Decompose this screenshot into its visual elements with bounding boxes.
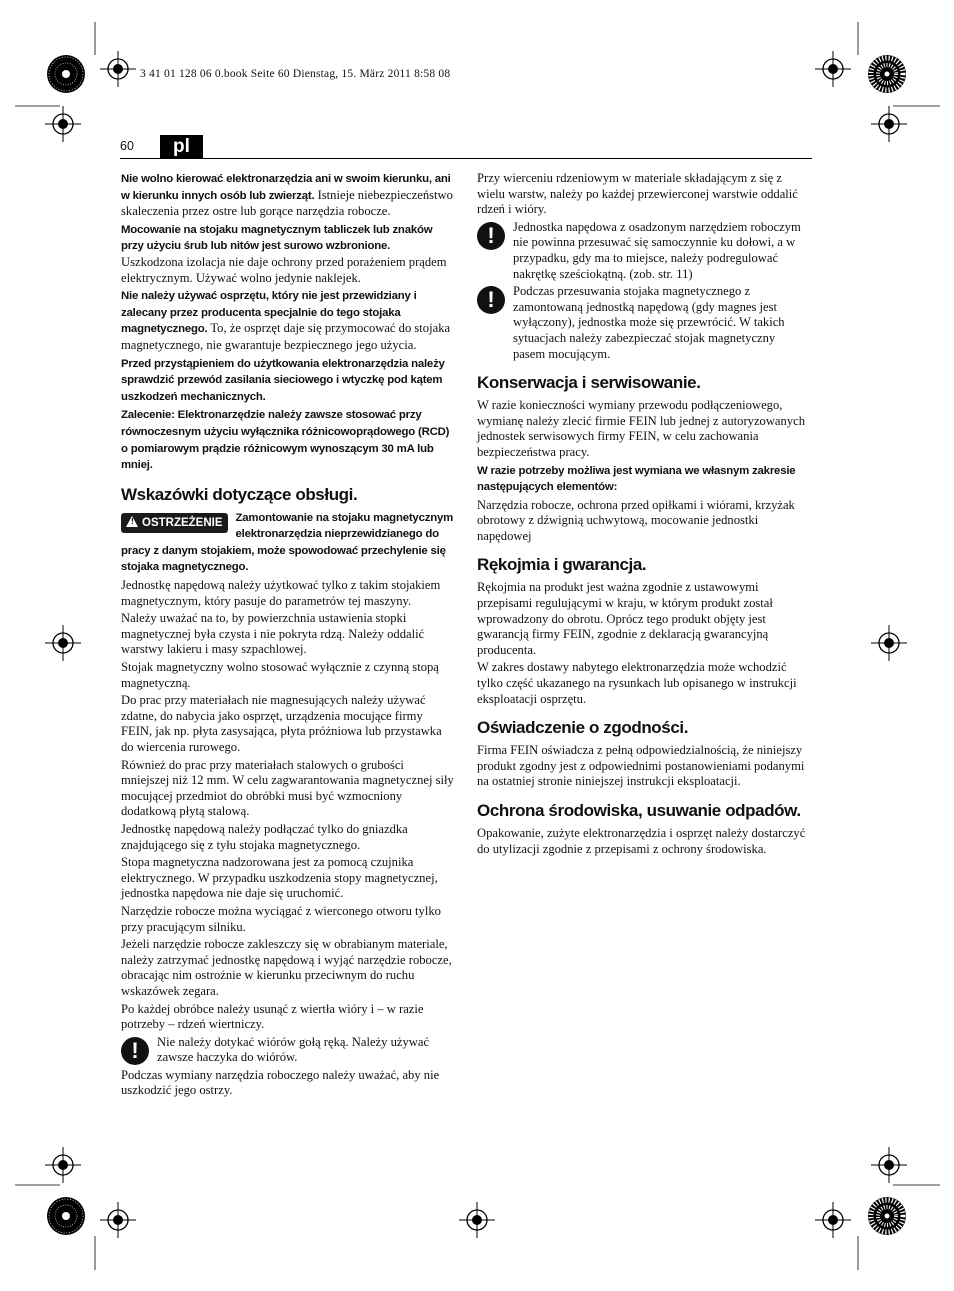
left-column (121, 171, 454, 1101)
note-text: Jednostka napędowa z osadzonym narzędziem roboczym nie powinna przesuwać się samoczynnie ku dołowi, a w przypadku, gdy ma to miejsce, należy podregulować nakrętkę sześciokątną. (zob. str. 11) (513, 219, 801, 281)
paragraph: Rękojmia na produkt jest ważna zgodnie z ustawowymi przepisami regulującymi w kraju, w którym produkt został wprowadzony do obrotu. Oprócz tego produkt objęty jest gwarancją firmy FEIN, zgodnie z deklaracją gwarancyjną producenta. (477, 580, 773, 657)
heading-service: Konserwacja i serwisowanie. (477, 373, 701, 393)
note-text: Podczas przesuwania stojaka magnetycznego z zamontowaną jednostką napędową (gdy magnes jest wyłączony), jednostka może się przewrócić. W takich sytuacjach należy zabezpieczać stojak magnetyczny pasem mocującym. (513, 284, 785, 361)
note-text: Nie należy dotykać wiórów gołą ręką. Należy używać zawsze haczyka do wiórów. (157, 1034, 430, 1065)
paragraph: Firma FEIN oświadcza z pełną odpowiedzialnością, że niniejszy produkt zgodny jest z odpowiednimi postanowieniami podanymi na ostatniej stronie niniejszej instrukcji eksploatacji. (477, 743, 805, 789)
paragraph: Po każdej obróbce należy usunąć z wiertła wióry i – w razie potrzeby – rdzeń wiertniczy. (121, 1001, 424, 1032)
paragraph (121, 222, 454, 286)
heading-warranty: Rękojmia i gwarancja. (477, 555, 647, 575)
exclamation-icon: ! (477, 222, 505, 250)
heading-operation: Wskazówki dotyczące obsługi. (121, 484, 358, 504)
exclamation-icon: ! (121, 1037, 149, 1065)
paragraph (121, 288, 454, 353)
paragraph (121, 356, 454, 406)
paragraph: Jednostkę napędową należy użytkować tylko z takim stojakiem magnetycznym, który pasuje do parametrów tej maszyny. (121, 578, 441, 608)
paragraph: Przy wierceniu rdzeniowym w materiale składającym z się z wielu warstw, należy po każdej przewierconej warstwie oddalić rdzeń i wióry. (477, 171, 798, 217)
page-number: 60 (120, 139, 134, 153)
paragraph (121, 171, 454, 220)
text: Uszkodzona izolacja nie daje ochrony przed porażeniem prądem elektrycznym. Używać wolno jedynie naklejek. (121, 254, 447, 285)
paragraph: W zakres dostawy nabytego elektronarzędzia może wchodzić tylko część ukazanego na rysunkach lub opisanego w instrukcji eksploatacji osprzętu. (477, 660, 797, 706)
header-rule (120, 158, 812, 159)
text: Istnieje niebezpieczeństwo skaleczenia przez ostre lub gorące narzędzia robocze. (121, 187, 453, 219)
paragraph: Należy uważać na to, by powierzchnia ustawienia stopki magnetycznej była czysta i nie pokryta rdzą. Należy oddalić warstwy lakieru i masy szpachlowej. (121, 611, 425, 657)
paragraph: Opakowanie, zużyte elektronarzędzia i osprzęt należy dostarczyć do utylizacji zgodnie z przepisami z ochrony środowiska. (477, 826, 806, 856)
language-tab: pl (160, 135, 203, 158)
text: To, że osprzęt daje się przymocować do stojaka magnetycznego, nie gwarantuje bezpiecznego jego użycia. (121, 321, 451, 352)
bold-text: W razie potrzeby możliwa jest wymiana we własnym zakresie następujących elementów: (477, 464, 796, 494)
right-column (477, 171, 810, 859)
warning-triangle-icon: ! (126, 516, 138, 527)
bold-text: Mocowanie na stojaku magnetycznym tabliczek lub znaków przy użyciu śrub lub nitów jest surowo wzbronione. (121, 223, 433, 253)
caution-note (477, 284, 810, 362)
caution-note (121, 1035, 454, 1066)
paragraph: Podczas wymiany narzędzia roboczego należy uważać, aby nie uszkodzić jego ostrzy. (121, 1067, 440, 1098)
bold-text: Zalecenie: Elektronarzędzie należy zawsze stosować przy równoczesnym użyciu wyłącznika różnicowoprądowego (RCD) o pomiarowym prądzie różnicowym wynoszącym 30 mA lub mniej. (121, 409, 450, 472)
paragraph (121, 407, 454, 473)
paragraph: Stojak magnetyczny wolno stosować wyłącznie z czynną stopą magnetyczną. (121, 660, 439, 690)
warning-text: Zamontowanie na stojaku magnetycznym elektronarzędzia nieprzewidzianego do pracy z danym stojakiem, może spowodować przechylenie się stojaka magnetycznego. (121, 511, 454, 574)
warning-label: OSTRZEŻENIE (142, 516, 223, 529)
paragraph: Jeżeli narzędzie robocze zakleszczy się w obrabianym materiale, należy zatrzymać jednostkę napędową i wyjąć narzędzie robocze, obracając nim ostrożnie w kierunku przeciwnym do ruchu wskazówek zegara. (121, 937, 452, 998)
print-slug: 3 41 01 128 06 0.book Seite 60 Dienstag, 15. März 2011 8:58 08 (140, 68, 451, 80)
warning-block (121, 510, 454, 576)
paragraph: Stopa magnetyczna nadzorowana jest za pomocą czujnika elektrycznego. W przypadku uszkodzenia stopy magnetycznej, jednostka napędowa nie daje się uruchomić. (121, 855, 438, 901)
exclamation-icon: ! (477, 286, 505, 314)
paragraph (477, 463, 810, 496)
warning-badge (121, 513, 228, 533)
caution-note (477, 220, 810, 282)
paragraph: Do prac przy materiałach nie magnesujących należy używać zdatne, do nabycia jako osprzęt, urządzenia mocujące firmy FEIN, jak np. płyta zasysająca, płyta próżniowa lub przystawka do wiercenia rurowego. (121, 693, 442, 754)
paragraph: Narzędzia robocze, ochrona przed opiłkami i wiórami, krzyżak obrotowy z dźwignią uchwytową, mocowanie jednostki napędowej (477, 497, 795, 543)
paragraph: W razie konieczności wymiany przewodu podłączeniowego, wymianę należy zlecić firmie FEIN lub jednej z autoryzowanych jednostek serwisowych firmy FEIN, w celu zachowania bezpieczeństwa pracy. (477, 398, 806, 459)
bold-text: Przed przystąpieniem do użytkowania elektronarzędzia należy sprawdzić przewód zasilania sieciowego i wtyczkę pod kątem uszkodzeń mechanicznych. (121, 357, 445, 403)
bold-text: Nie należy używać osprzętu, który nie jest przewidziany i zalecany przez producenta specjalnie do tego stojaka magnetycznego. (121, 290, 417, 336)
heading-conformity: Oświadczenie o zgodności. (477, 718, 689, 738)
paragraph: Również do prac przy materiałach stalowych o grubości mniejszej niż 12 mm. W celu zagwarantowania magnetycznej siły mocującej przedmiot do obróbki musi być wzmocniony dodatkową płytą stalową. (121, 757, 454, 819)
heading-environment: Ochrona środowiska, usuwanie odpadów. (477, 801, 801, 820)
paragraph: Jednostkę napędową należy podłączać tylko do gniazdka znajdującego się z tyłu stojaka magnetycznego. (121, 821, 408, 852)
paragraph: Narzędzie robocze można wyciągać z wierconego otworu tylko przy pracującym silniku. (121, 903, 441, 934)
bold-text: Nie wolno kierować elektronarzędzia ani w swoim kierunku, ani w kierunku innych osób lub zwierząt. (121, 173, 451, 202)
